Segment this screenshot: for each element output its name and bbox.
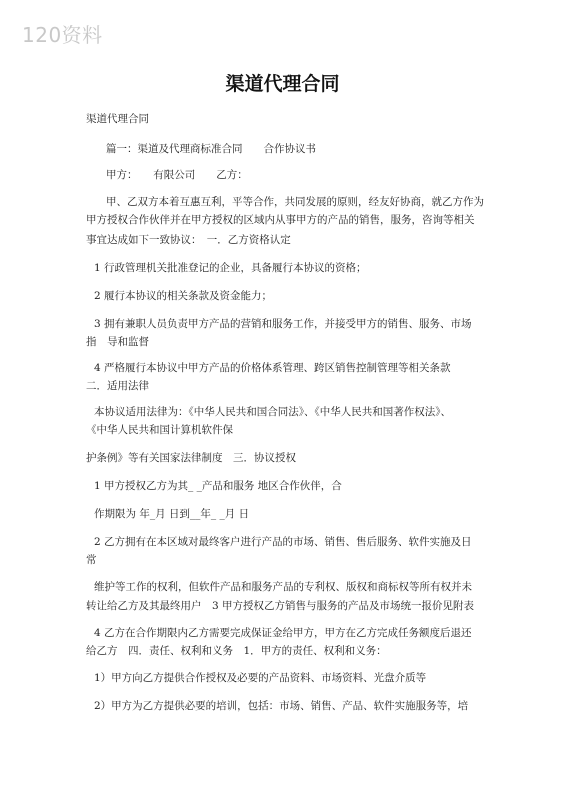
text-line: 甲方： 有限公司 乙方： [106, 169, 248, 181]
text-line: 4 严格履行本协议中甲方产品的价格体系管理、跨区销售控制管理等相关条款 [94, 362, 451, 374]
text-line: 1 甲方授权乙方为其_ _产品和服务 地区合作伙伴，合 [94, 480, 342, 492]
text-line: 甲、乙双方本着互惠互利，平等合作，共同发展的原则，经友好协商，就乙方作为 [106, 196, 484, 208]
text-line: 常 [86, 554, 97, 566]
text-line: 转让给乙方及其最终用户 3 甲方授权乙方销售与服务的产品及市场统一报价见附表 [86, 600, 475, 612]
text-line: 《中华人民共和国计算机软件保 [86, 424, 233, 436]
text-line: 2）甲方为乙方提供必要的培训，包括：市场、销售、产品、软件实施服务等，培 [94, 700, 469, 712]
text-line: 4 乙方在合作期限内乙方需要完成保证金给甲方，甲方在乙方完成任务额度后退还 [94, 627, 472, 639]
text-line: 2 乙方拥有在本区域对最终客户进行产品的市场、销售、售后服务、软件实施及日 [94, 536, 472, 548]
text-line: 作期限为 年_月 日到__年_ _月 日 [94, 508, 250, 520]
document-title: 渠道代理合同 [225, 73, 340, 95]
text-line: 指 导和监督 [86, 336, 149, 348]
text-line: 1 行政管理机关批准登记的企业，具备履行本协议的资格； [94, 262, 367, 274]
text-line: 给乙方 四．责任、权利和义务 1．甲方的责任、权利和义务： [86, 645, 387, 657]
text-line: 二．适用法律 [86, 380, 149, 392]
text-line: 1）甲方向乙方提供合作授权及必要的产品资料、市场资料、光盘介质等 [94, 672, 427, 684]
watermark: 120资料 [22, 23, 103, 47]
text-line: 甲方授权合作伙伴并在甲方授权的区域内从事甲方的产品的销售，服务，咨询等相关 [86, 214, 475, 226]
text-line: 护条例》等有关国家法律制度 三．协议授权 [86, 452, 296, 464]
text-line: 本协议适用法律为：《中华人民共和国合同法》、《中华人民共和国著作权法》、 [94, 406, 451, 418]
text-line: 2 履行本协议的相关条款及资金能力； [94, 290, 273, 302]
text-line: 渠道代理合同 [86, 113, 149, 125]
text-line: 3 拥有兼职人员负责甲方产品的营销和服务工作，并接受甲方的销售、服务、市场 [94, 318, 472, 330]
text-line: 事宜达成如下一致协议： 一．乙方资格认定 [86, 234, 291, 246]
text-line: 维护等工作的权利，但软件产品和服务产品的专利权、版权和商标权等所有权并未 [94, 581, 472, 593]
text-line: 篇一：渠道及代理商标准合同 合作协议书 [106, 143, 316, 155]
